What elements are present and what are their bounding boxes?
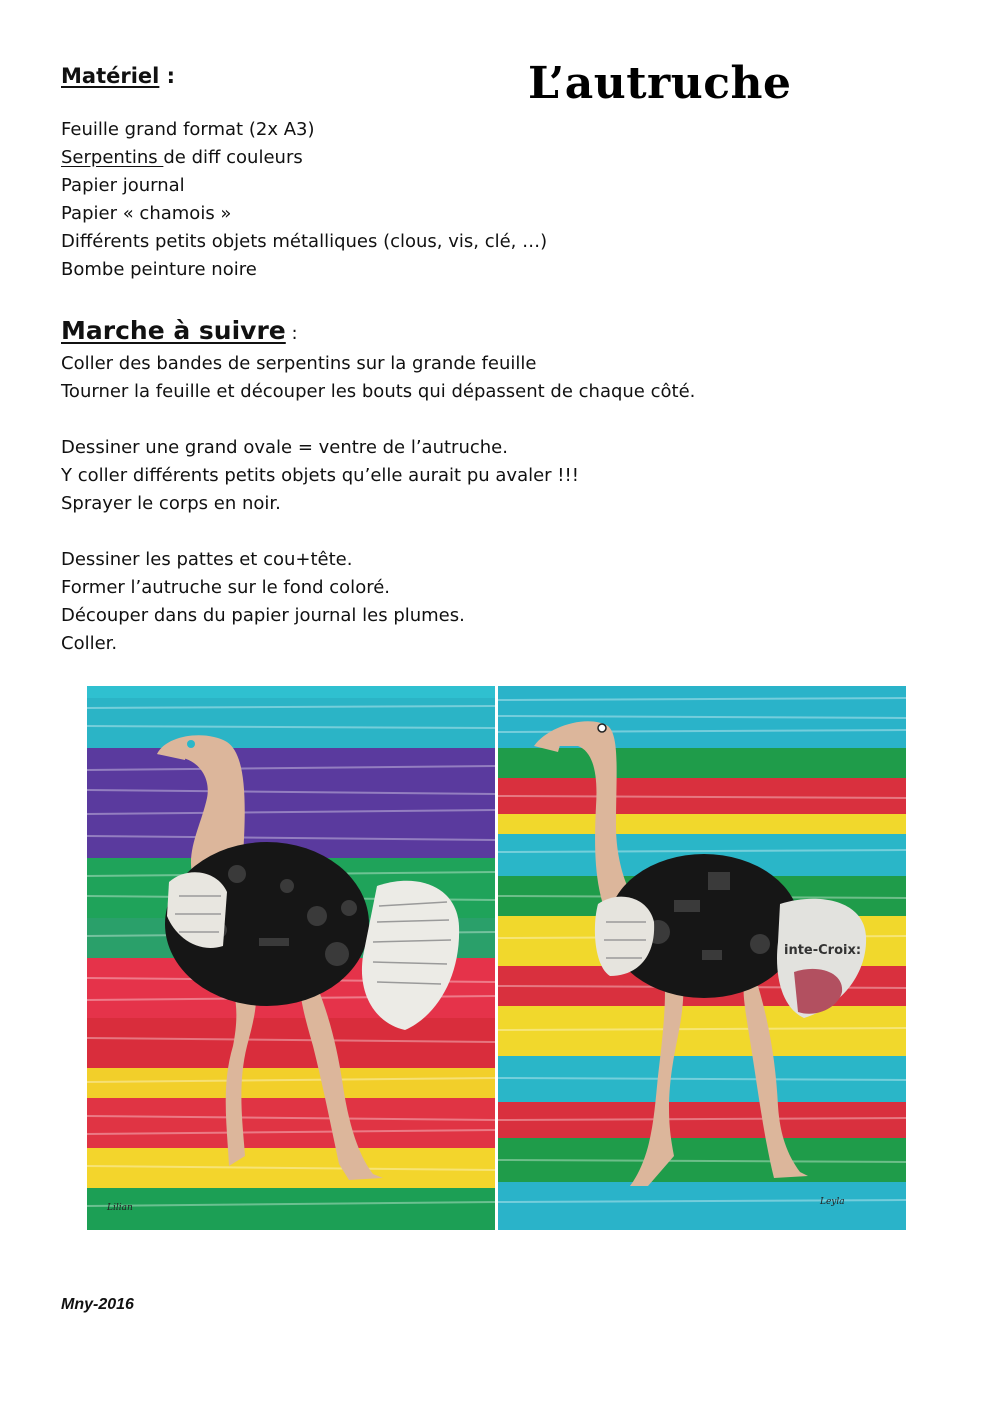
ostrich-artwork-left <box>87 686 495 1230</box>
signature: Leyla <box>820 1197 845 1207</box>
materiel-item: Papier journal <box>61 175 185 196</box>
marche-step: Sprayer le corps en noir. <box>61 493 281 514</box>
serpentins-word: Serpentins <box>61 147 164 168</box>
materiel-heading: Matériel : <box>61 64 176 88</box>
marche-step: Coller. <box>61 633 118 654</box>
serpentins-rest: de diff couleurs <box>163 147 303 168</box>
materiel-item: Papier « chamois » <box>61 203 232 224</box>
page-title: L’autruche <box>528 58 792 109</box>
footer-credit: Mny-2016 <box>61 1296 134 1313</box>
materiel-item: Différents petits objets métalliques (clous, vis, clé, …) <box>61 231 548 252</box>
ostrich-photo-right <box>498 686 906 1230</box>
marche-step: Coller des bandes de serpentins sur la grande feuille <box>61 353 537 374</box>
ostrich-artwork-right <box>498 686 906 1230</box>
marche-step: Tourner la feuille et découper les bouts qui dépassent de chaque côté. <box>61 381 696 402</box>
marche-heading: Marche à suivre : <box>61 316 298 345</box>
ostrich-photo-left <box>87 686 495 1230</box>
materiel-item: Bombe peinture noire <box>61 259 257 280</box>
signature: Lilian <box>107 1203 133 1213</box>
marche-step: Découper dans du papier journal les plumes. <box>61 605 465 626</box>
materiel-item-serpentins <box>61 147 303 169</box>
newspaper-text: inte-Croix: <box>784 943 862 958</box>
marche-step: Y coller différents petits objets qu’elle aurait pu avaler !!! <box>61 465 579 486</box>
marche-step: Dessiner une grand ovale = ventre de l’autruche. <box>61 437 508 458</box>
marche-step: Dessiner les pattes et cou+tête. <box>61 549 353 570</box>
marche-step: Former l’autruche sur le fond coloré. <box>61 577 391 598</box>
materiel-item: Feuille grand format (2x A3) <box>61 119 315 140</box>
